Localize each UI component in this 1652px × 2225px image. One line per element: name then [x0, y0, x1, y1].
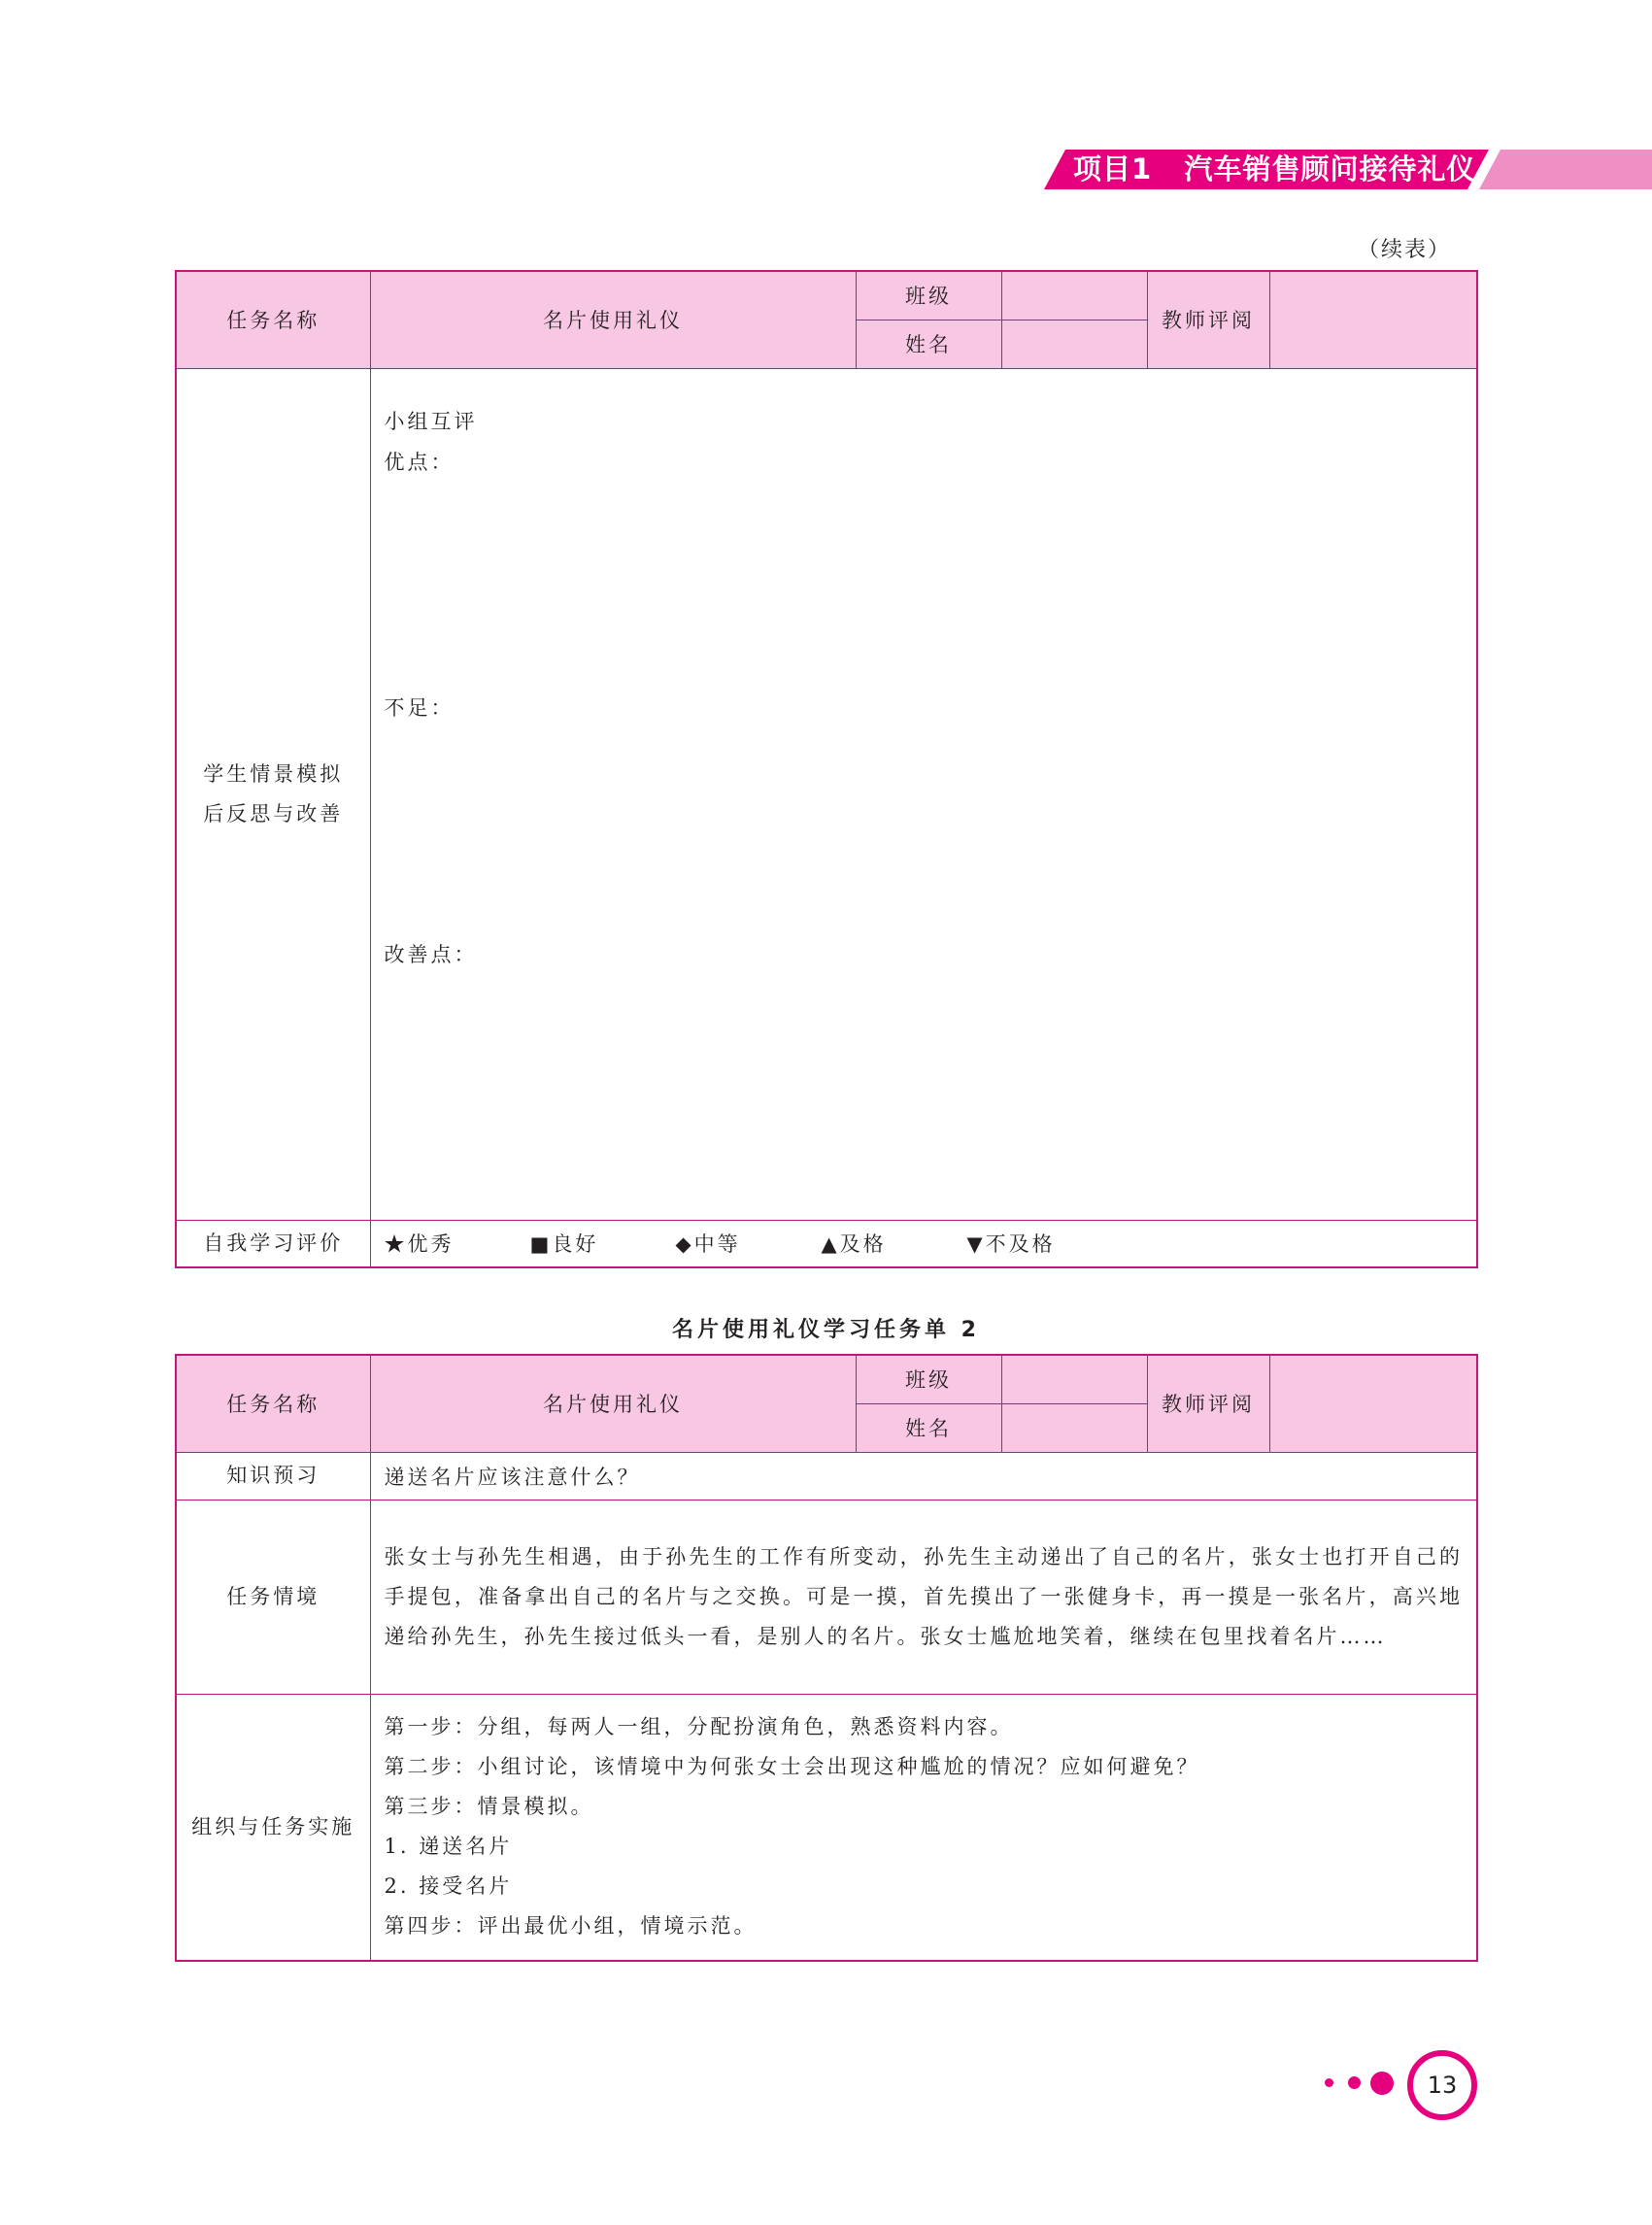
class-value-field[interactable] [1001, 271, 1147, 320]
reflection-label-line2: 后反思与改善 [203, 801, 344, 826]
page-number-badge [1325, 2050, 1480, 2118]
teacher-review-field[interactable] [1269, 1355, 1477, 1452]
self-eval-options [370, 1220, 1477, 1267]
peer-review-heading: 小组互评 [384, 409, 478, 433]
task-name-value: 名片使用礼仪 [370, 271, 856, 368]
class-value-field[interactable] [1001, 1355, 1147, 1403]
task-name-value: 名片使用礼仪 [370, 1355, 856, 1452]
name-label: 姓名 [856, 1403, 1001, 1452]
step-3-item-1: 1. 递送名片 [384, 1835, 513, 1859]
reflection-label [176, 368, 370, 1220]
strengths-label: 优点： [384, 450, 455, 474]
implementation-label: 组织与任务实施 [176, 1694, 370, 1961]
self-eval-label: 自我学习评价 [176, 1220, 370, 1267]
decor-dot-large [1370, 2072, 1394, 2095]
banner-light-stripe [1479, 150, 1652, 189]
preview-label: 知识预习 [176, 1452, 370, 1500]
step-3-item-2: 2. 接受名片 [384, 1874, 513, 1899]
task-sheet-table-2 [175, 1354, 1478, 1962]
scenario-content [370, 1500, 1477, 1694]
teacher-review-field[interactable] [1269, 271, 1477, 368]
step-1: 第一步：分组，每两人一组，分配扮演角色，熟悉资料内容。 [384, 1715, 1014, 1739]
page-number: 13 [1407, 2050, 1477, 2120]
scenario-label: 任务情境 [176, 1500, 370, 1694]
task-sheet-table-continued [175, 270, 1478, 1268]
step-2: 第二步：小组讨论，该情境中为何张女士会出现这种尴尬的情况？应如何避免？ [384, 1755, 1200, 1779]
class-label: 班级 [856, 1355, 1001, 1403]
reflection-content[interactable] [370, 368, 1477, 1220]
scenario-text: 张女士与孙先生相遇，由于孙先生的工作有所变动，孙先生主动递出了自己的名片，张女士也打开自己的手提包，准备拿出自己的名片与之交换。可是一摸，首先摸出了一张健身卡，再一摸是一张名片，高兴地递给孙先生，孙先生接过低头一看，是别人的名片。张女士尴尬地笑着，继续在包里找着名片…… [384, 1544, 1463, 1648]
rating-average[interactable]: ◆中等 [675, 1232, 741, 1257]
chapter-banner [1044, 150, 1652, 189]
decor-dot-small [1325, 2078, 1333, 2087]
teacher-review-label: 教师评阅 [1147, 1355, 1269, 1452]
decor-dot-medium [1348, 2076, 1361, 2089]
rating-pass[interactable]: ▲及格 [821, 1232, 887, 1257]
rating-fail[interactable]: ▼不及格 [966, 1232, 1056, 1257]
name-label: 姓名 [856, 320, 1001, 368]
teacher-review-label: 教师评阅 [1147, 271, 1269, 368]
weaknesses-label: 不足： [384, 695, 455, 720]
reflection-label-line1: 学生情景模拟 [203, 761, 344, 786]
rating-excellent[interactable]: ★优秀 [384, 1232, 455, 1257]
step-4: 第四步：评出最优小组，情境示范。 [384, 1914, 758, 1938]
implementation-steps [370, 1694, 1477, 1961]
chapter-title: 项目1 汽车销售顾问接待礼仪 [1073, 152, 1476, 185]
step-3: 第三步：情景模拟。 [384, 1795, 594, 1819]
rating-good[interactable]: ■良好 [529, 1232, 599, 1257]
name-value-field[interactable] [1001, 1403, 1147, 1452]
improvements-label: 改善点： [384, 942, 478, 966]
preview-question: 递送名片应该注意什么？ [370, 1452, 1477, 1500]
task-name-label: 任务名称 [176, 1355, 370, 1452]
task-name-label: 任务名称 [176, 271, 370, 368]
task-sheet-caption: 名片使用礼仪学习任务单 2 [672, 1318, 980, 1342]
continued-label: （续表） [1358, 238, 1452, 262]
class-label: 班级 [856, 271, 1001, 320]
name-value-field[interactable] [1001, 320, 1147, 368]
